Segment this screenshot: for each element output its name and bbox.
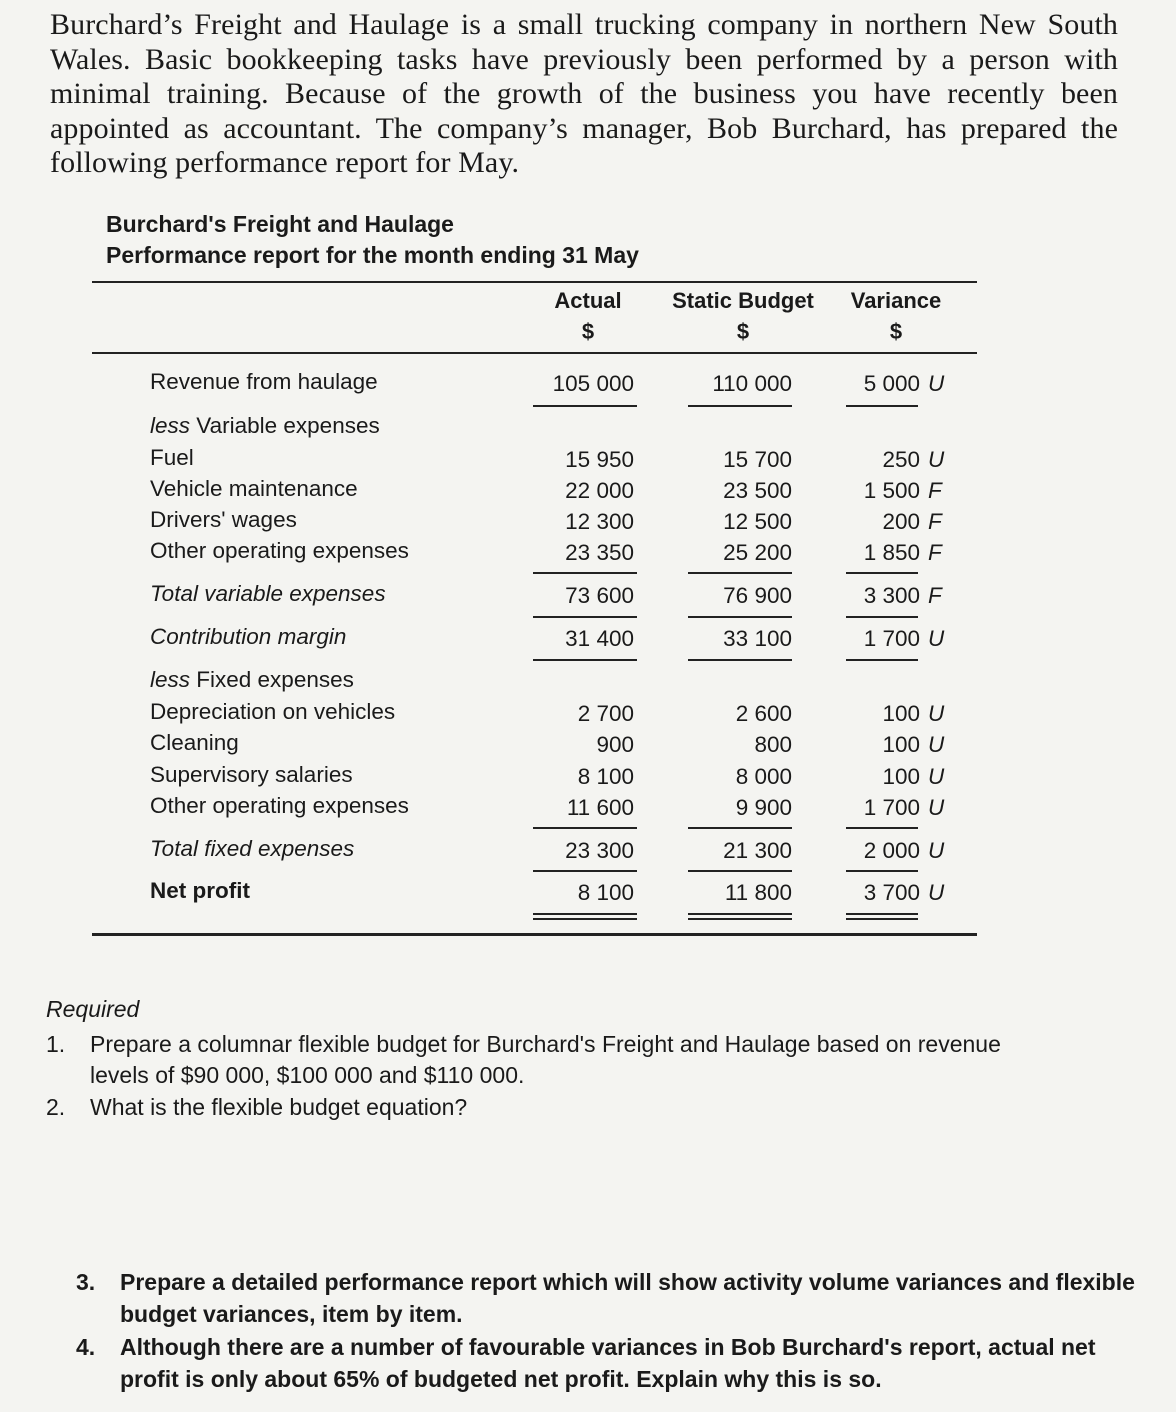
required-item-2-line1: What is the flexible budget equation? xyxy=(90,1094,468,1120)
underline xyxy=(846,405,918,407)
underline xyxy=(688,405,792,407)
intro-paragraph: Burchard’s Freight and Haulage is a small trucking company in northern New South Wales. Basic bookkeeping tasks have previously been performed by a person with minimal training. Because of the growth of the business you have recently been appointed as accountant. The company’s manager, Bob Burchard, has prepared the following performance report for May. xyxy=(50,8,1118,179)
supervisory-salaries-variance: 100 xyxy=(882,764,920,789)
column-header-actual: Actual xyxy=(554,288,622,313)
net-profit-actual: 8 100 xyxy=(577,880,634,905)
depreciation-actual: 2 700 xyxy=(577,701,634,726)
table-top-rule xyxy=(92,281,977,283)
underline xyxy=(533,827,637,829)
vehicle-maintenance-variance: 1 500 xyxy=(863,478,920,503)
total-variable-variance: 3 300 xyxy=(863,583,920,608)
other-fixed-label: Other operating expenses xyxy=(150,793,409,818)
required-item-2-number: 2. xyxy=(46,1094,66,1120)
underline xyxy=(846,870,918,872)
other-variable-budget: 25 200 xyxy=(723,540,792,565)
variable-expenses-header: less Variable expenses xyxy=(150,413,380,438)
underline xyxy=(688,616,792,618)
depreciation-flag: U xyxy=(928,701,945,726)
total-variable-actual: 73 600 xyxy=(565,583,634,608)
column-unit-variance: $ xyxy=(889,319,903,344)
fuel-variance: 250 xyxy=(882,447,920,472)
vehicle-maintenance-budget: 23 500 xyxy=(723,478,792,503)
cleaning-variance: 100 xyxy=(882,732,920,757)
total-variable-flag: F xyxy=(928,583,942,608)
depreciation-variance: 100 xyxy=(882,701,920,726)
question-3-text: Prepare a detailed performance report which will show activity volume variances and flexible budget variances, item by item. xyxy=(120,1269,1135,1327)
report-subtitle: Performance report for the month ending 31 May xyxy=(106,242,639,268)
required-item-1-number: 1. xyxy=(46,1031,66,1057)
underline xyxy=(533,616,637,618)
column-header-static-budget: Static Budget xyxy=(672,288,814,313)
total-variable-label: Total variable expenses xyxy=(150,581,386,606)
other-variable-variance: 1 850 xyxy=(863,540,920,565)
double-underline xyxy=(533,918,637,920)
fuel-label: Fuel xyxy=(150,445,194,470)
double-underline xyxy=(846,913,918,915)
other-variable-flag: F xyxy=(928,540,942,565)
question-3-number: 3. xyxy=(76,1269,96,1295)
underline xyxy=(533,405,637,407)
question-4 xyxy=(76,1331,1146,1395)
underline xyxy=(846,659,918,661)
supervisory-salaries-label: Supervisory salaries xyxy=(150,762,353,787)
underline xyxy=(688,827,792,829)
net-profit-label: Net profit xyxy=(150,878,250,903)
total-fixed-variance: 2 000 xyxy=(863,838,920,863)
revenue-budget: 110 000 xyxy=(712,371,792,396)
other-variable-label: Other operating expenses xyxy=(150,538,409,563)
other-variable-actual: 23 350 xyxy=(565,540,634,565)
other-fixed-variance: 1 700 xyxy=(863,795,920,820)
other-fixed-actual: 11 600 xyxy=(566,795,634,820)
double-underline xyxy=(688,918,792,920)
vehicle-maintenance-actual: 22 000 xyxy=(565,478,634,503)
drivers-wages-variance: 200 xyxy=(882,509,920,534)
required-item-1 xyxy=(46,1029,1126,1093)
drivers-wages-actual: 12 300 xyxy=(565,509,634,534)
revenue-variance: 5 000 xyxy=(863,371,920,396)
question-3 xyxy=(76,1266,1146,1330)
column-unit-actual: $ xyxy=(581,319,595,344)
underline xyxy=(688,659,792,661)
revenue-flag: U xyxy=(928,371,945,396)
net-profit-budget: 11 800 xyxy=(724,880,792,905)
supervisory-salaries-budget: 8 000 xyxy=(735,764,792,789)
supervisory-salaries-actual: 8 100 xyxy=(577,764,634,789)
fixed-expenses-header: less Fixed expenses xyxy=(150,667,354,692)
revenue-actual: 105 000 xyxy=(552,371,634,396)
drivers-wages-budget: 12 500 xyxy=(723,509,792,534)
required-heading: Required xyxy=(46,996,140,1022)
column-header-variance: Variance xyxy=(850,288,942,313)
fuel-flag: U xyxy=(928,447,945,472)
cleaning-label: Cleaning xyxy=(150,730,239,755)
header-bottom-rule xyxy=(92,352,977,354)
drivers-wages-label: Drivers' wages xyxy=(150,507,297,532)
cleaning-budget: 800 xyxy=(754,732,792,757)
contribution-margin-budget: 33 100 xyxy=(723,626,792,651)
double-underline xyxy=(533,913,637,915)
supervisory-salaries-flag: U xyxy=(928,764,945,789)
depreciation-budget: 2 600 xyxy=(735,701,792,726)
underline xyxy=(846,616,918,618)
underline xyxy=(846,827,918,829)
required-item-1-line2: levels of $90 000, $100 000 and $110 000. xyxy=(90,1062,525,1088)
double-underline xyxy=(688,913,792,915)
underline xyxy=(846,572,918,574)
total-fixed-budget: 21 300 xyxy=(723,838,792,863)
table-bottom-rule xyxy=(92,933,977,936)
total-fixed-flag: U xyxy=(928,838,945,863)
net-profit-flag: U xyxy=(928,880,945,905)
revenue-label: Revenue from haulage xyxy=(150,369,378,394)
cleaning-actual: 900 xyxy=(596,732,634,757)
double-underline xyxy=(846,918,918,920)
total-fixed-label: Total fixed expenses xyxy=(150,836,355,861)
required-item-2 xyxy=(46,1092,1126,1124)
net-profit-variance: 3 700 xyxy=(863,880,920,905)
cleaning-flag: U xyxy=(928,732,945,757)
question-4-text: Although there are a number of favourable variances in Bob Burchard's report, actual net profit is only about 65% of budgeted net profit. Explain why this is so. xyxy=(120,1334,1096,1392)
vehicle-maintenance-flag: F xyxy=(928,478,942,503)
contribution-margin-label: Contribution margin xyxy=(150,624,347,649)
drivers-wages-flag: F xyxy=(928,509,942,534)
report-company-title: Burchard's Freight and Haulage xyxy=(106,211,454,237)
other-fixed-flag: U xyxy=(928,795,945,820)
underline xyxy=(533,870,637,872)
underline xyxy=(533,659,637,661)
contribution-margin-variance: 1 700 xyxy=(863,626,920,651)
underline xyxy=(533,572,637,574)
column-unit-static-budget: $ xyxy=(736,319,750,344)
vehicle-maintenance-label: Vehicle maintenance xyxy=(150,476,358,501)
question-4-number: 4. xyxy=(76,1334,96,1360)
fuel-budget: 15 700 xyxy=(723,447,792,472)
total-variable-budget: 76 900 xyxy=(723,583,792,608)
depreciation-label: Depreciation on vehicles xyxy=(150,699,396,724)
required-item-1-line1: Prepare a columnar flexible budget for Burchard's Freight and Haulage based on revenue xyxy=(90,1031,1001,1057)
fuel-actual: 15 950 xyxy=(565,447,634,472)
other-fixed-budget: 9 900 xyxy=(735,795,792,820)
underline xyxy=(688,572,792,574)
contribution-margin-actual: 31 400 xyxy=(565,626,634,651)
underline xyxy=(688,870,792,872)
contribution-margin-flag: U xyxy=(928,626,945,651)
total-fixed-actual: 23 300 xyxy=(565,838,634,863)
